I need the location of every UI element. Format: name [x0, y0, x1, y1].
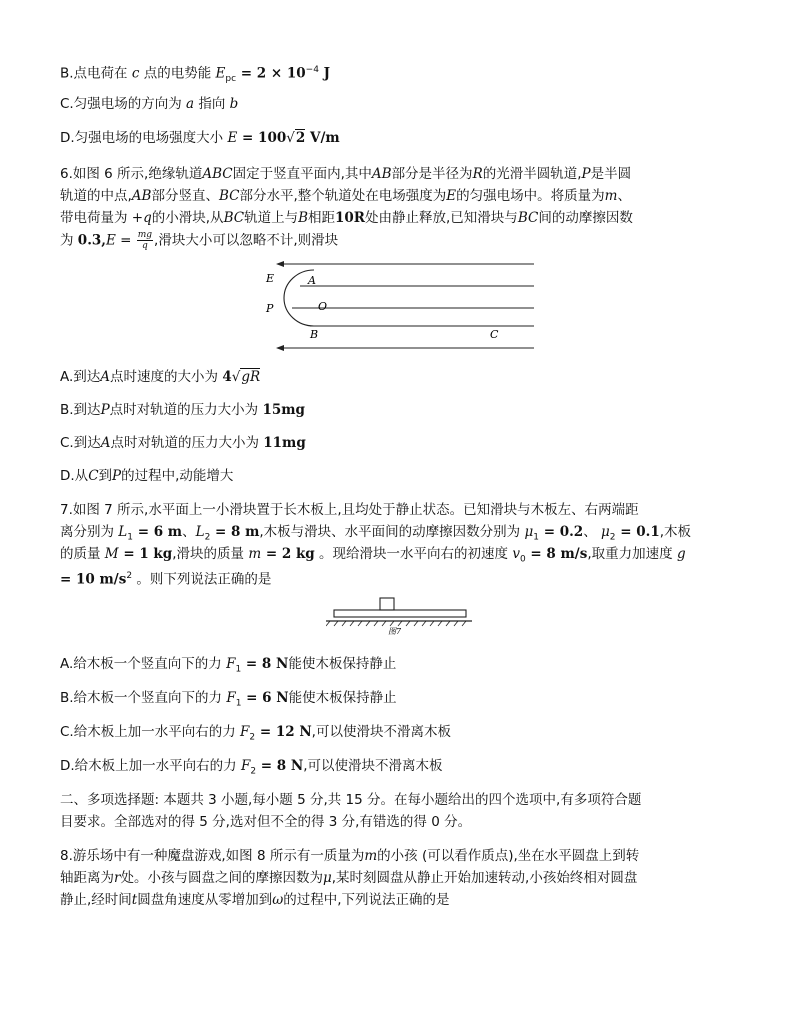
q7-text: ,木板	[659, 524, 692, 540]
q6-e: E	[105, 232, 116, 249]
q7-l2: L	[195, 524, 205, 540]
q6-text: ,滑块大小可以忽略不计,则滑块	[154, 232, 339, 249]
q8-text: 处。小孩与圆盘之间的摩擦因数为	[120, 870, 323, 886]
q6-opt-text: 点时对轨道的压力大小为	[110, 435, 264, 451]
q6-stem-line1	[60, 164, 631, 184]
q6-mu: 0.3,	[77, 232, 106, 249]
q6-e: E	[446, 188, 457, 204]
q6-option-c	[60, 433, 306, 453]
figure-6-diagram	[262, 258, 540, 354]
fig6-label-p: P	[266, 302, 274, 315]
q6-bc: BC	[218, 188, 240, 204]
q6-text: 的匀强电场中。将质量为	[456, 188, 605, 204]
section2-heading-line2: 目要求。全部选对的得 5 分,选对但不全的得 3 分,有错选的得 0 分。	[60, 814, 472, 830]
q7-mu1-val: = 0.2	[539, 524, 584, 540]
fig6-label-e: E	[266, 272, 275, 285]
q7-option-d: D.给木板上加一水平向右的力 $F_2 = 8$ N,可以使滑块不滑离木板	[60, 758, 443, 777]
q7-text: 。现给滑块一水平向右的初速度	[314, 546, 513, 562]
q6-opt-p: P	[112, 468, 122, 484]
q7-l1: L	[118, 524, 128, 540]
q6-opt-a: A	[100, 435, 111, 451]
ground-hatching	[326, 621, 466, 626]
q5-option-c-b: b	[229, 96, 239, 112]
q6-opt-text: A.到达	[60, 369, 101, 385]
arrow-left-icon	[276, 261, 284, 267]
q7-text: ,木板与滑块、水平面间的动摩擦因数分别为	[259, 524, 525, 540]
q6-opt-text: 的过程中,动能增大	[121, 468, 234, 484]
q6-eq: =	[115, 232, 136, 249]
q5-option-d-e: E	[227, 130, 238, 146]
q7-m-big-val: = 1 kg	[118, 546, 173, 562]
q7-opt-text: B.给木板一个竖直向下的力	[60, 690, 227, 706]
q5-option-d-text: D.匀强电场的电场强度大小	[60, 130, 224, 146]
q5-option-b-c: c	[131, 65, 140, 82]
q7-opt-text: ,可以使滑块不滑离木板	[311, 724, 451, 740]
q8-text: 8.游乐场中有一种魔盘游戏,如图 8 所示有一质量为	[60, 848, 365, 864]
q7-opt-f: F	[226, 690, 236, 706]
arrow-left-icon	[276, 345, 284, 351]
q7-exp: 2	[126, 571, 133, 581]
q6-bc: BC	[223, 210, 245, 226]
q7-mu2: μ	[601, 524, 610, 540]
q6-stem-line3	[60, 208, 633, 228]
q6-frac-den: q	[142, 241, 148, 251]
q8-text: 的小孩 (可以看作质点),坐在水平圆盘上到转	[377, 848, 640, 864]
q5-option-b-unit: J	[318, 65, 331, 82]
q6-opt-coef: 4	[222, 369, 232, 385]
q6-text: 间的动摩擦因数	[538, 210, 633, 226]
fig7-caption: 图7	[388, 627, 402, 636]
q6-text: 的光滑半圆轨道,	[482, 166, 582, 182]
q6-10r: 10R	[335, 210, 366, 226]
q7-text: 、	[583, 524, 601, 540]
q6-p: P	[581, 166, 591, 182]
q5-option-b	[60, 60, 330, 89]
q6-m: m	[604, 188, 618, 204]
q8-text: 静止,经时间	[60, 892, 132, 908]
q6-text: 处由静止释放,已知滑块与	[365, 210, 518, 226]
long-board	[334, 610, 466, 617]
q8-r: r	[114, 870, 121, 886]
q8-text: ,某时刻圆盘从静止开始加速转动,小孩始终相对圆盘	[331, 870, 638, 886]
q6-text: 部分是半径为	[391, 166, 473, 182]
q7-l1-val: = 6 m	[133, 524, 183, 540]
q6-text: 是半圆	[590, 166, 632, 182]
q7-opt-val: = 6 N	[241, 690, 289, 706]
section2-heading-line1: 二、多项选择题: 本题共 3 小题,每小题 5 分,共 15 分。在每小题给出的四个选项中,有多项符合题	[60, 792, 642, 808]
q7-m-big: M	[104, 546, 119, 562]
q7-g: g	[676, 546, 686, 562]
q5-option-c	[60, 94, 238, 114]
q6-text: 部分水平,整个轨道处在电场强度为	[239, 188, 447, 204]
q6-frac-num: mg	[137, 230, 153, 240]
q5-option-c-text: C.匀强电场的方向为	[60, 96, 182, 112]
q6-ab: AB	[131, 188, 152, 204]
q7-text: 离分别为	[60, 524, 119, 540]
q7-v0-val: = 8 m/s	[525, 546, 588, 562]
q8-t: t	[131, 892, 138, 908]
fig6-label-b: B	[310, 328, 319, 341]
q6-option-a: A.到达A点时速度的大小为 4√gR	[60, 369, 261, 385]
q6-opt-text: 点时速度的大小为	[110, 369, 223, 385]
q7-stem-line1: 7.如图 7 所示,水平面上一小滑块置于长木板上,且均处于静止状态。已知滑块与木板左、右两端距	[60, 502, 639, 518]
q7-text: 。则下列说法正确的是	[132, 571, 272, 588]
q5-option-d-unit: V/m	[305, 130, 340, 146]
q7-opt-val: = 12 N	[255, 724, 312, 740]
q5-option-c-mid: 指向	[198, 96, 226, 112]
q6-opt-a: A	[100, 369, 111, 385]
q5-option-c-a: a	[186, 96, 195, 112]
q7-stem-line2: 离分别为 $L_1 = 6$ m、$L_2 = 8$ m,木板与滑块、水平面间的动摩擦因数分别为 $\mu_1 = 0.2$、 $\mu_2 = 0.1$,木板	[60, 524, 692, 543]
q7-opt-text: ,可以使滑块不滑离木板	[303, 758, 443, 774]
q7-opt-text: D.给木板上加一水平向右的力	[60, 758, 241, 774]
q6-text: 部分竖直、	[151, 188, 219, 204]
q5-option-d: D.匀强电场的电场强度大小 E = 100√2 V/m	[60, 130, 340, 146]
q7-opt-text: A.给木板一个竖直向下的力	[60, 656, 227, 672]
q7-text: 、	[182, 524, 196, 540]
q5-option-b-exp: −4	[305, 65, 319, 75]
slider-block	[380, 598, 394, 610]
q6-opt-val: 15mg	[262, 402, 305, 418]
q8-text: 的过程中,下列说法正确的是	[283, 892, 450, 908]
q6-r: R	[472, 166, 483, 182]
q5-option-b-e: E	[215, 65, 226, 82]
fig6-label-c: C	[490, 328, 499, 341]
q7-mu1: μ	[524, 524, 534, 540]
q6-opt-val: 11mg	[263, 435, 306, 451]
q7-text: 的质量	[60, 546, 105, 562]
q6-option-d	[60, 466, 233, 486]
q7-opt-f: F	[240, 758, 251, 774]
q7-stem-line4	[60, 566, 271, 590]
q7-m-val: = 2 kg	[261, 546, 315, 562]
q6-text: 固定于竖直平面内,其中	[232, 166, 372, 182]
q6-text: 、	[617, 188, 631, 204]
q6-opt-text: B.到达	[60, 402, 101, 418]
q7-option-a: A.给木板一个竖直向下的力 $F_1 = 8$ N能使木板保持静止	[60, 656, 397, 675]
q8-mu: μ	[322, 870, 332, 886]
q6-q: +q	[131, 210, 152, 226]
q5-option-d-eq: = 100	[237, 130, 287, 146]
q7-opt-val: = 8 N	[241, 656, 289, 672]
q7-v0: v	[512, 546, 520, 562]
q8-stem-line2	[60, 868, 637, 888]
q7-text: ,取重力加速度	[587, 546, 677, 562]
q6-text: 为	[60, 232, 78, 249]
q8-text: 轴距离为	[60, 870, 114, 886]
q7-option-b: B.给木板一个竖直向下的力 $F_1 = 6$ N能使木板保持静止	[60, 690, 397, 709]
q6-opt-c: C	[88, 468, 99, 484]
q8-text: 圆盘角速度从零增加到	[137, 892, 273, 908]
q7-l2-val: = 8 m	[210, 524, 260, 540]
q6-opt-text: D.从	[60, 468, 89, 484]
q7-opt-val: = 8 N	[256, 758, 304, 774]
fig6-label-a: A	[308, 274, 316, 287]
figure-7-diagram	[326, 594, 472, 636]
q7-opt-f: F	[240, 724, 250, 740]
q7-g-val: = 10 m/s	[60, 571, 127, 588]
q6-opt-text: 到	[98, 468, 113, 484]
q6-option-b	[60, 400, 305, 420]
q8-stem-line3	[60, 890, 450, 910]
q5-option-b-sub: pc	[225, 74, 237, 85]
q6-b: B	[298, 210, 308, 226]
q5-option-b-val: = 2 × 10	[236, 65, 306, 82]
q8-omega: ω	[272, 892, 284, 908]
q6-ab: AB	[371, 166, 392, 182]
q6-text: 轨道的中点,	[60, 188, 132, 204]
q6-opt-rad: gR	[241, 369, 261, 385]
q6-opt-text: C.到达	[60, 435, 101, 451]
q6-text: 轨道上与	[244, 210, 299, 226]
q5-option-d-rad: 2	[295, 130, 306, 146]
q7-stem-line3: 的质量 M = 1 kg,滑块的质量 m = 2 kg 。现给滑块一水平向右的初速度 $v_0 = 8$ m/s,取重力加速度 g	[60, 546, 686, 565]
q6-opt-text: 点时对轨道的压力大小为	[109, 402, 263, 418]
q6-stem-line4	[60, 230, 338, 251]
fig6-label-o: O	[318, 300, 328, 313]
q6-stem-line2	[60, 186, 631, 206]
q7-mu2-val: = 0.1	[615, 524, 660, 540]
q6-abc: ABC	[202, 166, 233, 182]
q5-option-b-text: B.点电荷在	[60, 65, 128, 82]
q7-opt-f: F	[226, 656, 236, 672]
q6-text: 相距	[308, 210, 335, 226]
q7-opt-text: C.给木板上加一水平向右的力	[60, 724, 241, 740]
q7-text: ,滑块的质量	[172, 546, 249, 562]
q7-option-c: C.给木板上加一水平向右的力 $F_2 = 12$ N,可以使滑块不滑离木板	[60, 724, 451, 743]
q6-bc: BC	[517, 210, 539, 226]
q8-stem-line1	[60, 846, 639, 866]
q6-text: 带电荷量为	[60, 210, 132, 226]
q5-option-b-mid: 点的电势能	[143, 65, 212, 82]
q6-opt-p: P	[100, 402, 110, 418]
q7-m: m	[248, 546, 262, 562]
q7-opt-text: 能使木板保持静止	[288, 656, 397, 672]
q6-text: 6.如图 6 所示,绝缘轨道	[60, 166, 203, 182]
q7-opt-text: 能使木板保持静止	[288, 690, 397, 706]
q8-m: m	[364, 848, 378, 864]
q6-fraction	[137, 230, 153, 251]
q6-text: 的小滑块,从	[151, 210, 224, 226]
